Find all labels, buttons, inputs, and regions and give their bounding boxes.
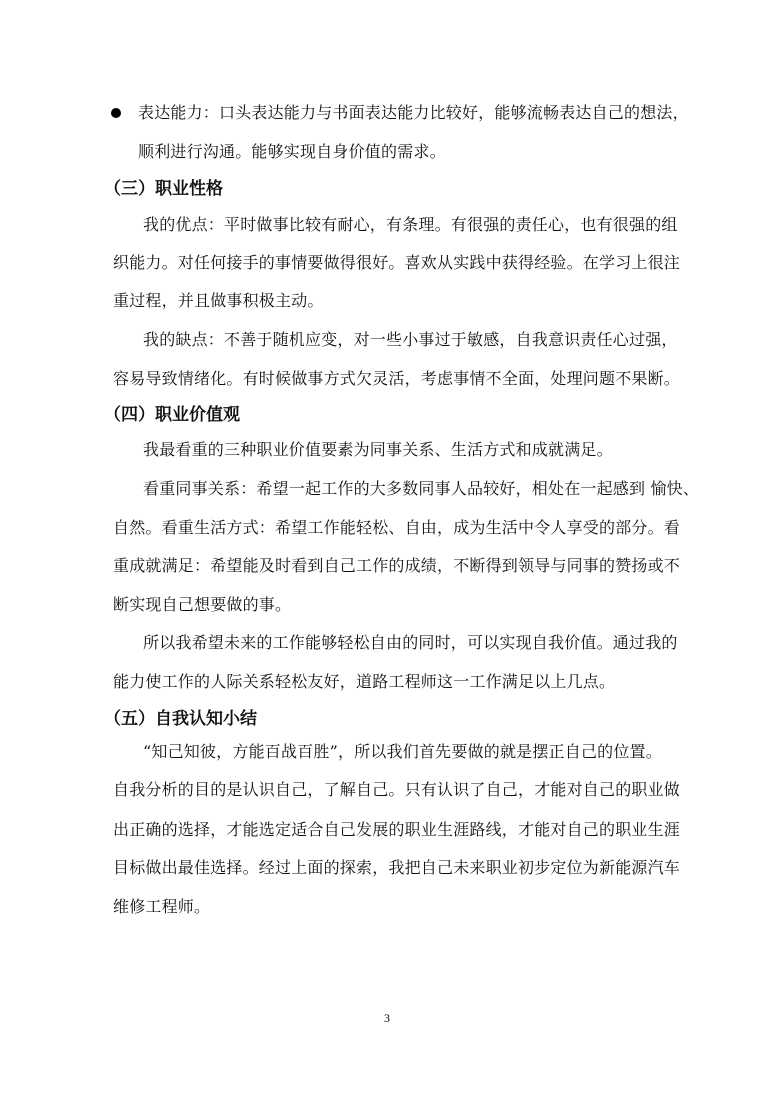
section-3-para-1-line-3: 重过程，并且做事积极主动。 xyxy=(113,291,324,310)
section-3-para-1-line-1: 我的优点：平时做事比较有耐心，有条理。有很强的责任心，也有很强的组 xyxy=(143,215,678,234)
section-4-para-3-line-1: 所以我希望未来的工作能够轻松自由的同时，可以实现自我价值。通过我的 xyxy=(143,633,678,652)
section-3-para-1-line-2: 织能力。对任何接手的事情要做得很好。喜欢从实践中获得经验。在学习上很注 xyxy=(113,253,681,272)
section-5-para-1-line-1: “知己知彼，方能百战百胜”，所以我们首先要做的就是摆正自己的位置。 xyxy=(143,742,662,761)
section-4-para-2-line-4: 断实现自己想要做的事。 xyxy=(113,595,292,614)
bullet-item-line-2: 顺利进行沟通。能够实现自身价值的需求。 xyxy=(138,142,446,161)
section-3-para-2-line-2: 容易导致情绪化。有时候做事方式欠灵活，考虑事情不全面，处理问题不果断。 xyxy=(113,369,681,388)
section-4-para-2-line-2: 自然。看重生活方式：希望工作能轻松、自由，成为生活中令人享受的部分。看 xyxy=(113,518,681,537)
section-3-heading: （三）职业性格 xyxy=(104,179,223,199)
section-4-para-3-line-2: 能力使工作的人际关系轻松友好，道路工程师这一工作满足以上几点。 xyxy=(113,672,616,691)
section-4-para-2-line-3: 重成就满足：希望能及时看到自己工作的成绩，不断得到领导与同事的赞扬或不 xyxy=(113,556,681,575)
section-5-para-1-line-2: 自我分析的目的是认识自己，了解自己。只有认识了自己，才能对自己的职业做 xyxy=(113,780,681,799)
section-4-heading: （四）职业价值观 xyxy=(104,405,240,425)
section-4-para-1-line-1: 我最看重的三种职业价值要素为同事关系、生活方式和成就满足。 xyxy=(143,440,613,459)
section-3-para-2-line-1: 我的缺点：不善于随机应变，对一些小事过于敏感，自我意识责任心过强， xyxy=(143,330,678,349)
section-5-para-1-line-4: 目标做出最佳选择。经过上面的探索，我把自己未来职业初步定位为新能源汽车 xyxy=(113,858,681,877)
section-4-para-2-line-1: 看重同事关系：希望一起工作的大多数同事人品较好，相处在一起感到 愉快、 xyxy=(143,479,700,498)
section-5-heading: （五）自我认知小结 xyxy=(104,709,257,729)
bullet-dot-icon xyxy=(111,108,121,118)
section-5-para-1-line-3: 出正确的选择，才能选定适合自己发展的职业生涯路线，才能对自己的职业生涯 xyxy=(113,820,681,839)
section-5-para-1-line-5: 维修工程师。 xyxy=(113,897,211,916)
bullet-item-line-1: 表达能力：口头表达能力与书面表达能力比较好，能够流畅表达自己的想法， xyxy=(138,103,689,122)
page-number: 3 xyxy=(384,1011,390,1025)
